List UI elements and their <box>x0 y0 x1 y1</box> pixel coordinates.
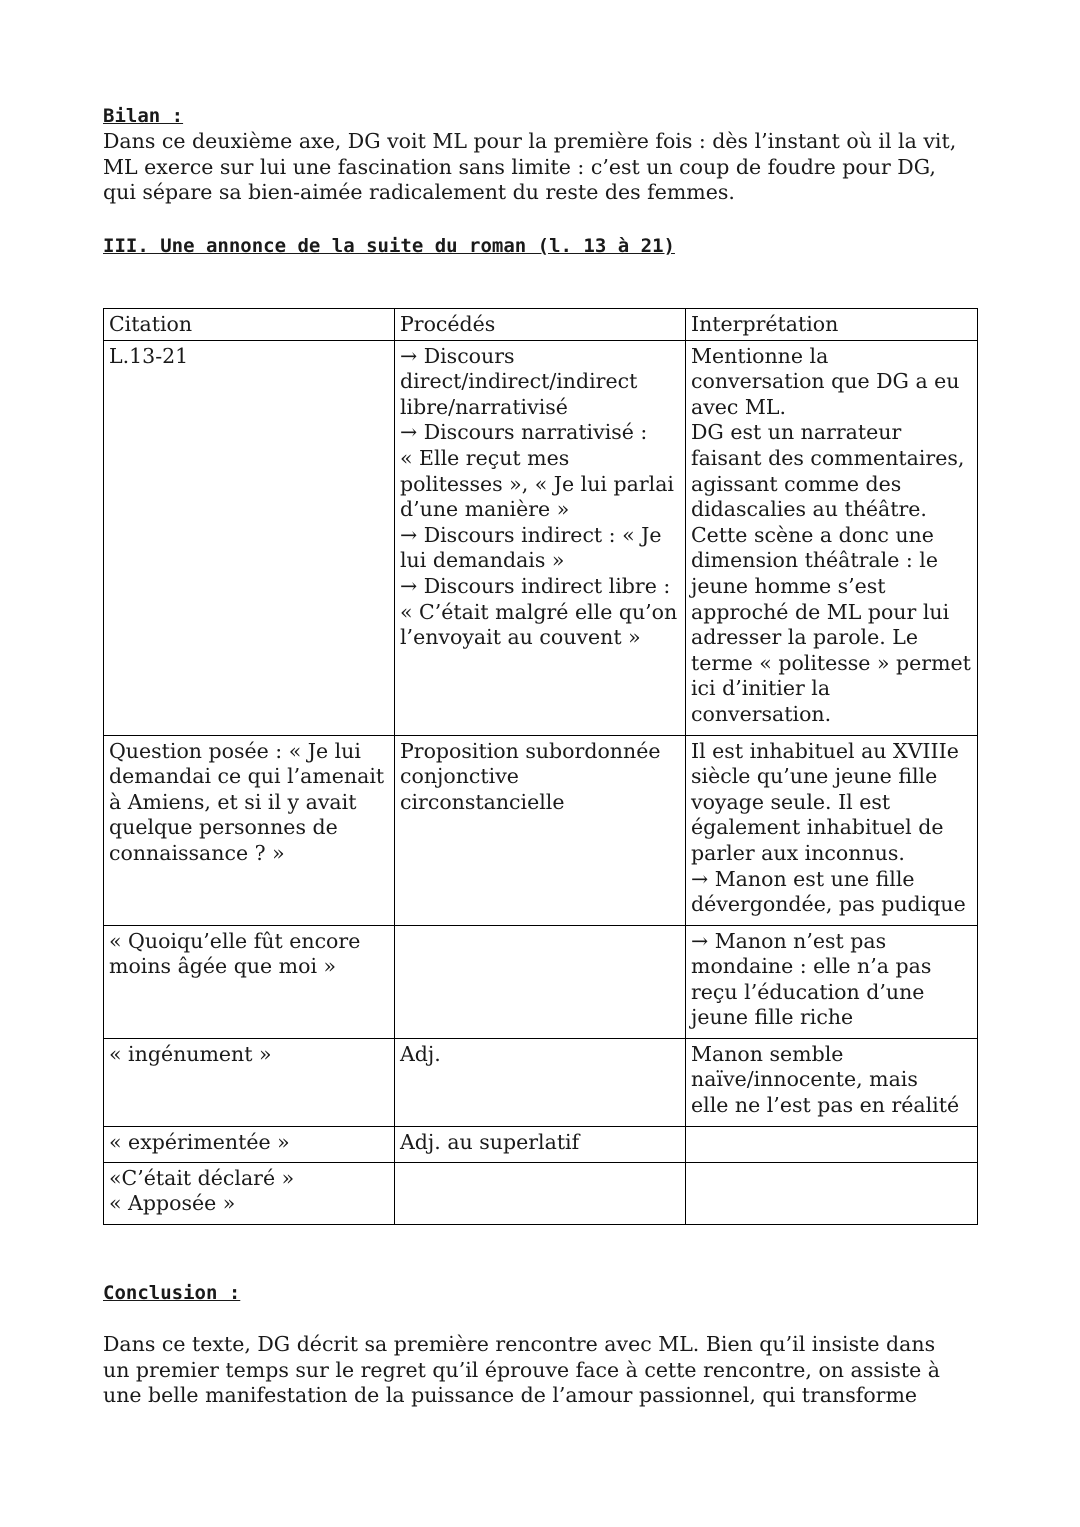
cell-text-line: conversation. <box>691 701 832 726</box>
table-row <box>104 1126 978 1162</box>
table-cell-procedes <box>395 735 686 925</box>
cell-text-line: quelque personnes de <box>109 815 338 840</box>
cell-text-line: circonstancielle <box>400 789 565 814</box>
cell-text-line: moins âgée que moi » <box>109 954 337 979</box>
cell-text-line: connaissance ? » <box>109 840 285 865</box>
table-cell-procedes <box>395 340 686 735</box>
cell-text-line: agissant comme des <box>691 471 902 496</box>
cell-text-line: adresser la parole. Le <box>691 625 919 650</box>
cell-text-line: direct/indirect/indirect <box>400 369 638 394</box>
table-cell-procedes <box>395 1126 686 1162</box>
bilan-line: Dans ce deuxième axe, DG voit ML pour la première fois : dès l’instant où il la vit, <box>103 129 957 153</box>
cell-text-line: «C’était déclaré » <box>109 1165 295 1190</box>
cell-text-line: approché de ML pour lui <box>691 599 950 624</box>
cell-text-line: à Amiens, et si il y avait <box>109 789 357 814</box>
cell-text-line: « Elle reçut mes <box>400 445 570 470</box>
conclusion-line: un premier temps sur le regret qu’il éprouve face à cette rencontre, on assiste à <box>103 1357 940 1382</box>
bilan-section <box>103 103 983 206</box>
cell-text-line: « ingénument » <box>109 1041 272 1066</box>
cell-text-line: terme « politesse » permet <box>691 650 971 675</box>
bilan-line: ML exerce sur lui une fascination sans limite : c’est un coup de foudre pour DG, <box>103 154 936 179</box>
table-cell-citation <box>104 1162 395 1224</box>
table-cell-citation <box>104 1126 395 1162</box>
table-cell-interpretation <box>686 925 978 1038</box>
table-row <box>104 1162 978 1224</box>
cell-text-line: libre/narrativisé <box>400 394 568 419</box>
cell-text-line: d’une manière » <box>400 497 570 522</box>
cell-text-line: parler aux inconnus. <box>691 840 905 865</box>
cell-text-line: Cette scène a donc une <box>691 522 934 547</box>
cell-text-line: avec ML. <box>691 394 787 419</box>
header-citation: Citation <box>104 309 395 341</box>
table-cell-procedes <box>395 1162 686 1224</box>
table-cell-interpretation <box>686 340 978 735</box>
cell-text-line: siècle qu’une jeune fille <box>691 764 938 789</box>
analysis-table <box>103 308 978 1225</box>
cell-text-line: DG est un narrateur <box>691 420 902 445</box>
document-page <box>103 103 983 259</box>
table-row <box>104 1038 978 1126</box>
cell-text-line: Adj. <box>400 1041 441 1066</box>
cell-text-line: conjonctive <box>400 764 519 789</box>
table-cell-citation <box>104 925 395 1038</box>
cell-text-line: jeune fille riche <box>691 1005 854 1030</box>
cell-text-line: conversation que DG a eu <box>691 369 960 394</box>
cell-text-line: Adj. au superlatif <box>400 1129 580 1154</box>
table-cell-citation <box>104 735 395 925</box>
conclusion-line: une belle manifestation de la puissance de l’amour passionnel, qui transforme <box>103 1383 918 1408</box>
table-header-row <box>104 309 978 341</box>
cell-text-line: Il est inhabituel au XVIIIe <box>691 738 959 763</box>
cell-text-line: voyage seule. Il est <box>691 789 891 814</box>
cell-text-line: → Discours indirect : « Je <box>400 522 662 547</box>
cell-text-line: → Discours <box>400 343 515 368</box>
cell-text-line: ici d’initier la <box>691 676 831 701</box>
section-heading: III. Une annonce de la suite du roman (l. 13 à 21) <box>103 234 675 257</box>
cell-text-line: lui demandais » <box>400 548 565 573</box>
cell-text-line: → Discours indirect libre : <box>400 573 671 598</box>
cell-text-line: « expérimentée » <box>109 1129 290 1154</box>
cell-text-line: l’envoyait au couvent » <box>400 625 641 650</box>
cell-text-line: reçu l’éducation d’une <box>691 979 925 1004</box>
cell-text-line: demandai ce qui l’amenait <box>109 764 385 789</box>
table-cell-interpretation <box>686 1126 978 1162</box>
table-row <box>104 925 978 1038</box>
cell-text-line: « Quoiqu’elle fût encore <box>109 928 361 953</box>
cell-text-line: Question posée : « Je lui <box>109 738 361 763</box>
table-cell-interpretation <box>686 1038 978 1126</box>
cell-text-line: → Manon est une fille <box>691 866 915 891</box>
cell-text-line: Mentionne la <box>691 343 829 368</box>
cell-text-line: naïve/innocente, mais <box>691 1067 918 1092</box>
cell-text-line: jeune homme s’est <box>691 573 886 598</box>
cell-text-line: mondaine : elle n’a pas <box>691 954 932 979</box>
cell-text-line: didascalies au théâtre. <box>691 497 927 522</box>
table-row <box>104 735 978 925</box>
conclusion-line: Dans ce texte, DG décrit sa première rencontre avec ML. Bien qu’il insiste dans <box>103 1332 936 1356</box>
table-cell-interpretation <box>686 735 978 925</box>
cell-text-line: politesses », « Je lui parlai <box>400 471 674 496</box>
cell-text-line: également inhabituel de <box>691 815 944 840</box>
cell-text-line: Proposition subordonnée <box>400 738 661 763</box>
cell-text-line: dévergondée, pas pudique <box>691 892 966 917</box>
cell-text-line: dimension théâtrale : le <box>691 548 938 573</box>
cell-text-line: faisant des commentaires, <box>691 445 965 470</box>
cell-text-line: → Discours narrativisé : <box>400 420 648 445</box>
cell-text-line: « C’était malgré elle qu’on <box>400 599 678 624</box>
table-cell-procedes <box>395 1038 686 1126</box>
header-procedes: Procédés <box>395 309 686 341</box>
bilan-heading: Bilan : <box>103 105 184 127</box>
cell-text-line: « Apposée » <box>109 1191 236 1216</box>
cell-text-line: elle ne l’est pas en réalité <box>691 1092 960 1117</box>
bilan-line: qui sépare sa bien-aimée radicalement du reste des femmes. <box>103 180 735 205</box>
table-cell-procedes <box>395 925 686 1038</box>
cell-text-line: Manon semble <box>691 1041 844 1066</box>
conclusion-heading: Conclusion : <box>103 1282 241 1304</box>
cell-text-line: → Manon n’est pas <box>691 928 887 953</box>
header-interpretation: Interprétation <box>686 309 978 341</box>
conclusion-section <box>103 1332 983 1409</box>
table-cell-interpretation <box>686 1162 978 1224</box>
cell-text-line: L.13-21 <box>109 343 189 368</box>
table-cell-citation <box>104 1038 395 1126</box>
table-row <box>104 340 978 735</box>
table-cell-citation <box>104 340 395 735</box>
